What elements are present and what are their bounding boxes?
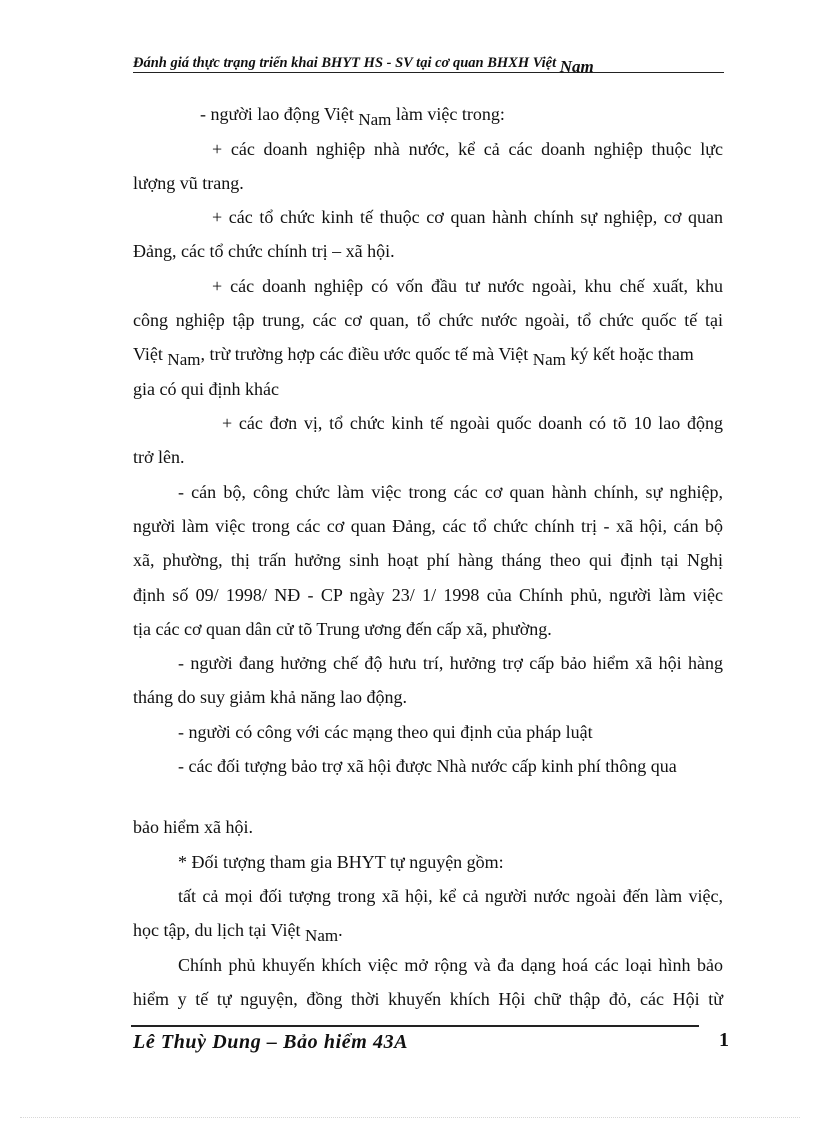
text-run: .: [338, 920, 343, 940]
paragraph-line: + các đơn vị, tổ chức kinh tế ngoài quốc doanh có tõ 10 lao động: [222, 413, 723, 433]
header-rule: [133, 72, 724, 73]
paragraph-line: bảo hiểm xã hội.: [133, 817, 253, 837]
text-run: Việt: [133, 344, 163, 364]
paragraph-line: người làm việc trong các cơ quan Đảng, các tổ chức chính trị - xã hội, cán bộ: [133, 516, 723, 536]
paragraph-line: trở lên.: [133, 447, 185, 467]
text-subscript: Nam: [167, 350, 201, 369]
text-run: học tập, du lịch tại Việt: [133, 920, 301, 940]
paragraph-line: lượng vũ trang.: [133, 173, 244, 193]
paragraph-line: - cán bộ, công chức làm việc trong các cơ quan hành chính, sự nghiệp,: [178, 482, 723, 502]
paragraph-line: [133, 343, 694, 369]
paragraph-line: + các tổ chức kinh tế thuộc cơ quan hành chính sự nghiệp, cơ quan: [212, 207, 723, 227]
page-number: 1: [719, 1029, 729, 1051]
running-header: [133, 52, 723, 76]
paragraph-line: định số 09/ 1998/ NĐ - CP ngày 23/ 1/ 1998 của Chính phủ, người làm việc: [133, 585, 723, 605]
text-run: làm việc trong:: [395, 104, 505, 124]
footer-rule: [131, 1025, 699, 1027]
paragraph-line: [200, 103, 505, 129]
paragraph-line: hiểm y tế tự nguyện, đồng thời khuyến khích Hội chữ thập đỏ, các Hội từ: [133, 989, 723, 1009]
paragraph-line: - người có công với các mạng theo qui định của pháp luật: [178, 722, 593, 742]
paragraph-line: - các đối tượng bảo trợ xã hội được Nhà nước cấp kinh phí thông qua: [178, 756, 677, 776]
page-bottom-divider: [20, 1117, 800, 1118]
paragraph-line: tất cả mọi đối tượng trong xã hội, kể cả người nước ngoài đến làm việc,: [178, 886, 723, 906]
paragraph-line: [133, 919, 343, 945]
text-subscript: Nam: [305, 926, 339, 945]
text-subscript: Nam: [532, 350, 566, 369]
paragraph-line: - người đang hưởng chế độ hưu trí, hưởng trợ cấp bảo hiểm xã hội hàng: [178, 653, 723, 673]
header-title-text: Đánh giá thực trạng triển khai BHYT HS - SV tại cơ quan BHXH Việt: [133, 55, 557, 71]
text-run: ký kết hoặc tham: [570, 344, 694, 364]
text-subscript: Nam: [358, 110, 392, 129]
paragraph-line: gia có qui định khác: [133, 379, 279, 399]
paragraph-line: xã, phường, thị trấn hưởng sinh hoạt phí hàng tháng theo qui định tại Nghị: [133, 550, 723, 570]
paragraph-line: tháng do suy giảm khả năng lao động.: [133, 687, 407, 707]
paragraph-line: tịa các cơ quan dân cử tõ Trung ương đến cấp xã, phường.: [133, 619, 552, 639]
footer-author: Lê Thuỳ Dung – Bảo hiểm 43A: [133, 1031, 409, 1053]
paragraph-line: công nghiệp tập trung, các cơ quan, tổ chức nước ngoài, tổ chức quốc tế tại: [133, 310, 723, 330]
paragraph-line: Chính phủ khuyến khích việc mở rộng và đa dạng hoá các loại hình bảo: [178, 955, 723, 975]
text-run: , trừ trường hợp các điều ước quốc tế mà Việt: [200, 344, 529, 364]
header-title-subscript: Nam: [559, 57, 594, 76]
paragraph-line: * Đối tượng tham gia BHYT tự nguyện gồm:: [178, 852, 504, 872]
text-run: - người lao động Việt: [200, 104, 354, 124]
paragraph-line: + các doanh nghiệp nhà nước, kể cả các doanh nghiệp thuộc lực: [212, 139, 723, 159]
paragraph-line: Đảng, các tổ chức chính trị – xã hội.: [133, 241, 395, 261]
paragraph-line: + các doanh nghiệp có vốn đầu tư nước ngoài, khu chế xuất, khu: [212, 276, 723, 296]
